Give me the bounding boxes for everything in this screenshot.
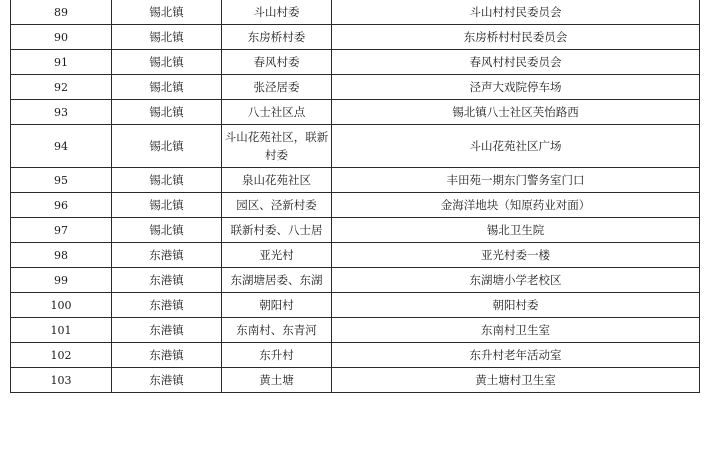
village-cell: 园区、泾新村委 (222, 193, 332, 218)
site-cell: 斗山花苑社区广场 (332, 125, 700, 168)
town-cell: 锡北镇 (112, 0, 222, 25)
table-row (11, 100, 700, 125)
row-number: 94 (11, 125, 112, 168)
village-cell: 八士社区点 (222, 100, 332, 125)
site-cell: 东湖塘小学老校区 (332, 268, 700, 293)
row-number: 93 (11, 100, 112, 125)
table-row (11, 318, 700, 343)
site-cell: 东升村老年活动室 (332, 343, 700, 368)
town-cell: 锡北镇 (112, 100, 222, 125)
town-cell: 锡北镇 (112, 25, 222, 50)
village-cell: 斗山村委 (222, 0, 332, 25)
town-cell: 东港镇 (112, 268, 222, 293)
village-cell: 黄土塘 (222, 368, 332, 393)
row-number: 97 (11, 218, 112, 243)
site-cell: 丰田苑一期东门警务室门口 (332, 168, 700, 193)
town-cell: 东港镇 (112, 293, 222, 318)
site-cell: 亚光村委一楼 (332, 243, 700, 268)
row-number: 103 (11, 368, 112, 393)
row-number: 91 (11, 50, 112, 75)
table-row (11, 50, 700, 75)
village-cell: 联新村委、八士居 (222, 218, 332, 243)
row-number: 95 (11, 168, 112, 193)
row-number: 92 (11, 75, 112, 100)
table-row (11, 218, 700, 243)
table-row (11, 75, 700, 100)
site-cell: 东房桥村村民委员会 (332, 25, 700, 50)
town-cell: 锡北镇 (112, 168, 222, 193)
site-cell: 斗山村村民委员会 (332, 0, 700, 25)
town-cell: 东港镇 (112, 368, 222, 393)
site-cell: 东南村卫生室 (332, 318, 700, 343)
town-cell: 锡北镇 (112, 125, 222, 168)
sampling-site-table-sheet (10, 0, 699, 393)
town-cell: 锡北镇 (112, 193, 222, 218)
village-cell: 斗山花苑社区，联新村委 (222, 125, 332, 168)
table-row (11, 193, 700, 218)
row-number: 96 (11, 193, 112, 218)
village-cell: 亚光村 (222, 243, 332, 268)
row-number: 102 (11, 343, 112, 368)
table-row (11, 268, 700, 293)
sampling-site-table (10, 0, 700, 393)
table-row (11, 0, 700, 25)
town-cell: 东港镇 (112, 318, 222, 343)
village-cell: 春风村委 (222, 50, 332, 75)
town-cell: 东港镇 (112, 243, 222, 268)
village-cell: 东南村、东青河 (222, 318, 332, 343)
row-number: 100 (11, 293, 112, 318)
table-row (11, 125, 700, 168)
village-cell: 泉山花苑社区 (222, 168, 332, 193)
table-body (11, 0, 700, 393)
site-cell: 锡北镇八士社区芙怡路西 (332, 100, 700, 125)
village-cell: 东湖塘居委、东湖 (222, 268, 332, 293)
village-cell: 张泾居委 (222, 75, 332, 100)
village-cell: 东升村 (222, 343, 332, 368)
town-cell: 锡北镇 (112, 75, 222, 100)
site-cell: 锡北卫生院 (332, 218, 700, 243)
village-cell: 东房桥村委 (222, 25, 332, 50)
table-row (11, 243, 700, 268)
site-cell: 泾声大戏院停车场 (332, 75, 700, 100)
row-number: 89 (11, 0, 112, 25)
site-cell: 朝阳村委 (332, 293, 700, 318)
row-number: 101 (11, 318, 112, 343)
table-row (11, 368, 700, 393)
table-row (11, 25, 700, 50)
site-cell: 春风村村民委员会 (332, 50, 700, 75)
site-cell: 金海洋地块（知原药业对面） (332, 193, 700, 218)
town-cell: 东港镇 (112, 343, 222, 368)
row-number: 98 (11, 243, 112, 268)
village-cell: 朝阳村 (222, 293, 332, 318)
town-cell: 锡北镇 (112, 218, 222, 243)
row-number: 99 (11, 268, 112, 293)
table-row (11, 343, 700, 368)
table-row (11, 293, 700, 318)
town-cell: 锡北镇 (112, 50, 222, 75)
table-row (11, 168, 700, 193)
row-number: 90 (11, 25, 112, 50)
site-cell: 黄土塘村卫生室 (332, 368, 700, 393)
